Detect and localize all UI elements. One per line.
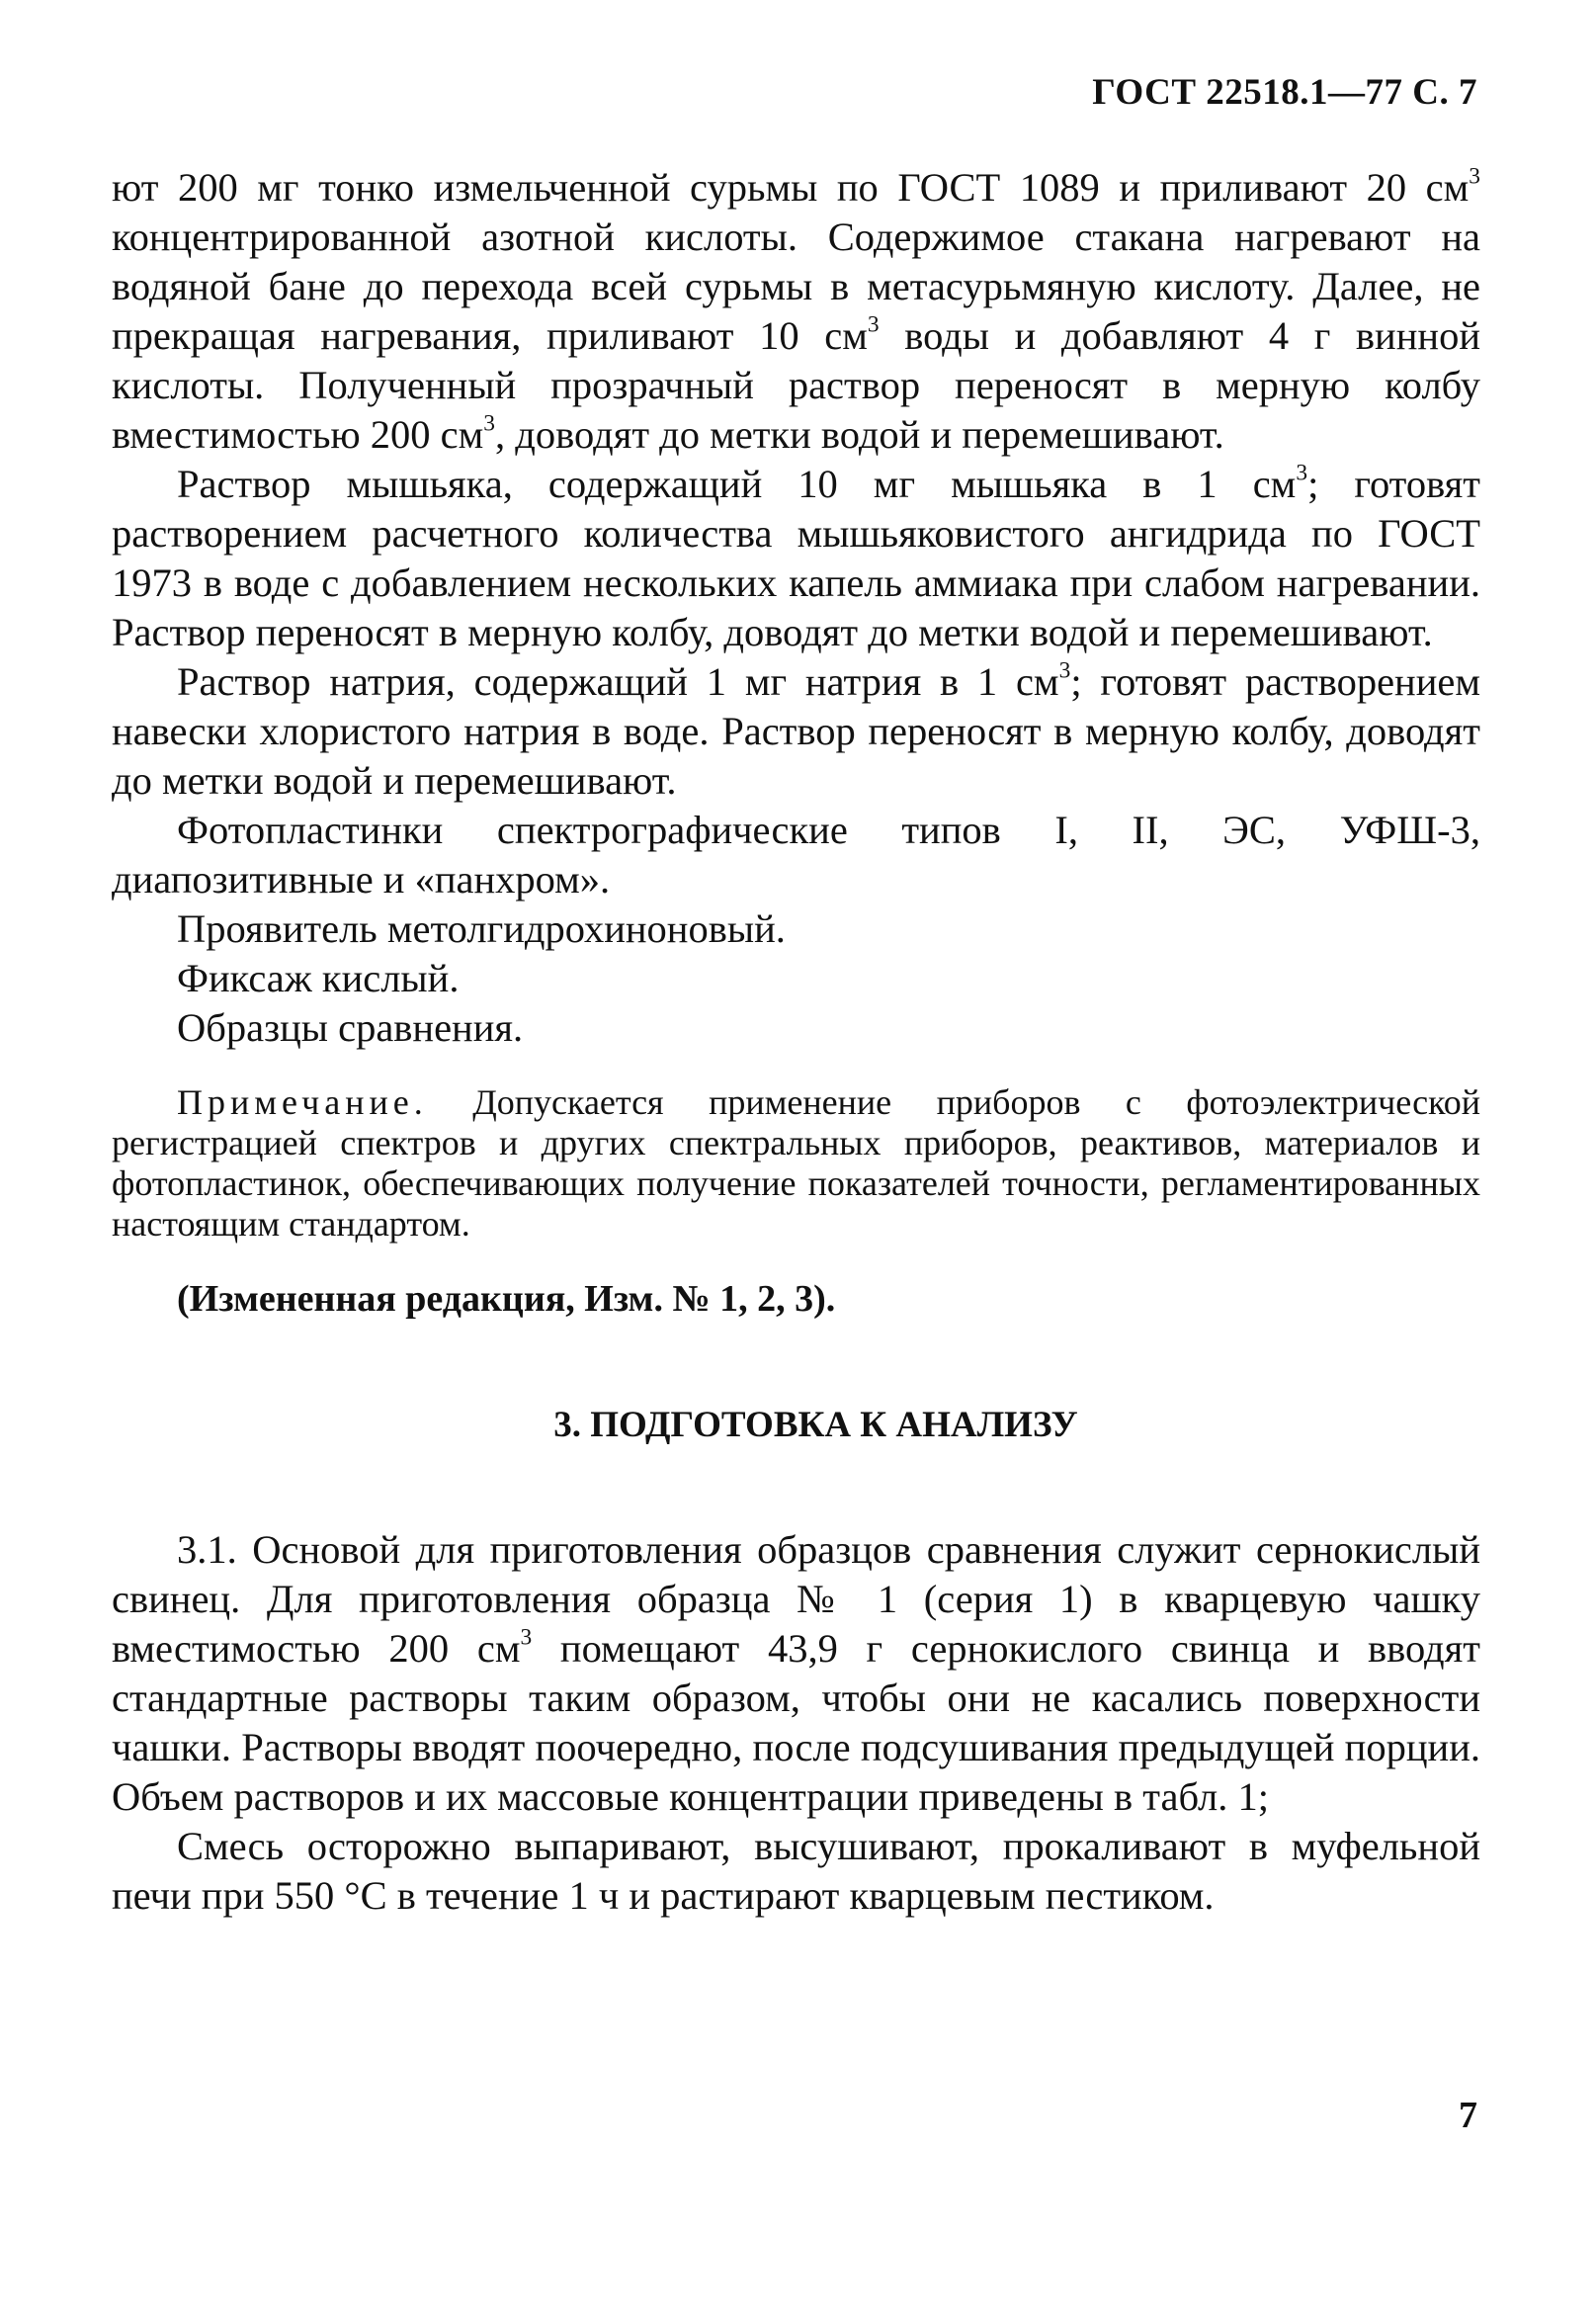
paragraph-developer: Проявитель метолгидрохиноновый. <box>177 906 786 951</box>
paragraph-arsenic-solution <box>112 460 1480 657</box>
text-segment: концентрированной азотной кислоты. Содержимое стакана нагревают на водяной бане до перехода всей сурьмы в метасурьмяную кислоту. Далее, не прекращая нагревания, приливают 10 см <box>112 215 1480 358</box>
paragraph-fixer: Фиксаж кислый. <box>177 956 460 1000</box>
text-segment: Раствор мышьяка, содержащий 10 мг мышьяка в 1 см <box>177 462 1297 506</box>
amendment-note: (Измененная редакция, Изм. № 1, 2, 3). <box>177 1278 836 1320</box>
paragraph-sodium-solution <box>112 657 1480 806</box>
paragraph-mixture: Смесь осторожно выпаривают, высушивают, прокаливают в муфельной печи при 550 °С в течение 1 ч и растирают кварцевым пестиком. <box>112 1824 1480 1918</box>
page-number: 7 <box>1459 2095 1477 2136</box>
superscript: 3 <box>1469 163 1480 190</box>
superscript: 3 <box>1058 657 1071 684</box>
note-label: Примечание. <box>177 1082 428 1122</box>
paragraph-photoplates: Фотопластинки спектрографические типов I, II, ЭС, УФШ-3, диапозитивные и «панхром». <box>112 808 1480 902</box>
document-body <box>112 163 1480 1921</box>
text-segment: помещают 43,9 г сернокислого свинца и вводят стандартные растворы таким образом, чтобы они не касались поверхности чашки. Растворы вводят поочередно, после подсушивания предыдущей порции. Объем растворов и их массовые концентрации приведены в табл. 1; <box>112 1626 1480 1819</box>
superscript: 3 <box>1296 460 1308 486</box>
text-segment: ют 200 мг тонко измельченной сурьмы по ГОСТ 1089 и приливают 20 см <box>112 165 1470 210</box>
page-header: ГОСТ 22518.1—77 С. 7 <box>1092 72 1477 113</box>
paragraph-3-1 <box>112 1525 1480 1822</box>
superscript: 3 <box>483 410 496 437</box>
paragraph-reference-samples: Образцы сравнения. <box>177 1005 524 1050</box>
text-segment: , доводят до метки водой и перемешивают. <box>495 412 1224 457</box>
superscript: 3 <box>520 1624 533 1651</box>
text-segment: 3.1. Основой для приготовления образцов сравнения служит сернокислый свинец. Для приготовления образца № 1 (серия 1) в кварцевую чашку вместимостью 200 см <box>112 1527 1480 1671</box>
superscript: 3 <box>867 311 880 338</box>
text-segment: ; готовят растворением навески хлористого натрия в воде. Раствор переносят в мерную колбу, доводят до метки водой и перемешивают. <box>112 659 1480 803</box>
text-segment: ; готовят растворением расчетного количества мышьяковистого ангидрида по ГОСТ 1973 в воде с добавлением нескольких капель аммиака при слабом нагревании. Раствор переносят в мерную колбу, доводят до метки водой и перемешивают. <box>112 462 1480 654</box>
text-segment: Раствор натрия, содержащий 1 мг натрия в 1 см <box>177 659 1059 704</box>
note-text: Допускается применение приборов с фотоэлектрической регистрацией спектров и других спектральных приборов, реактивов, материалов и фотопластинок, обеспечивающих получение показателей точности, регламентированных настоящим стандартом. <box>112 1082 1480 1244</box>
text-segment: воды и добавляют 4 г винной кислоты. Полученный прозрачный раствор переносят в мерную колбу вместимостью 200 см <box>112 313 1480 457</box>
note-paragraph <box>112 1082 1480 1245</box>
paragraph-antimony-solution <box>112 163 1480 460</box>
section-title: 3. ПОДГОТОВКА К АНАЛИЗУ <box>553 1405 1078 1445</box>
